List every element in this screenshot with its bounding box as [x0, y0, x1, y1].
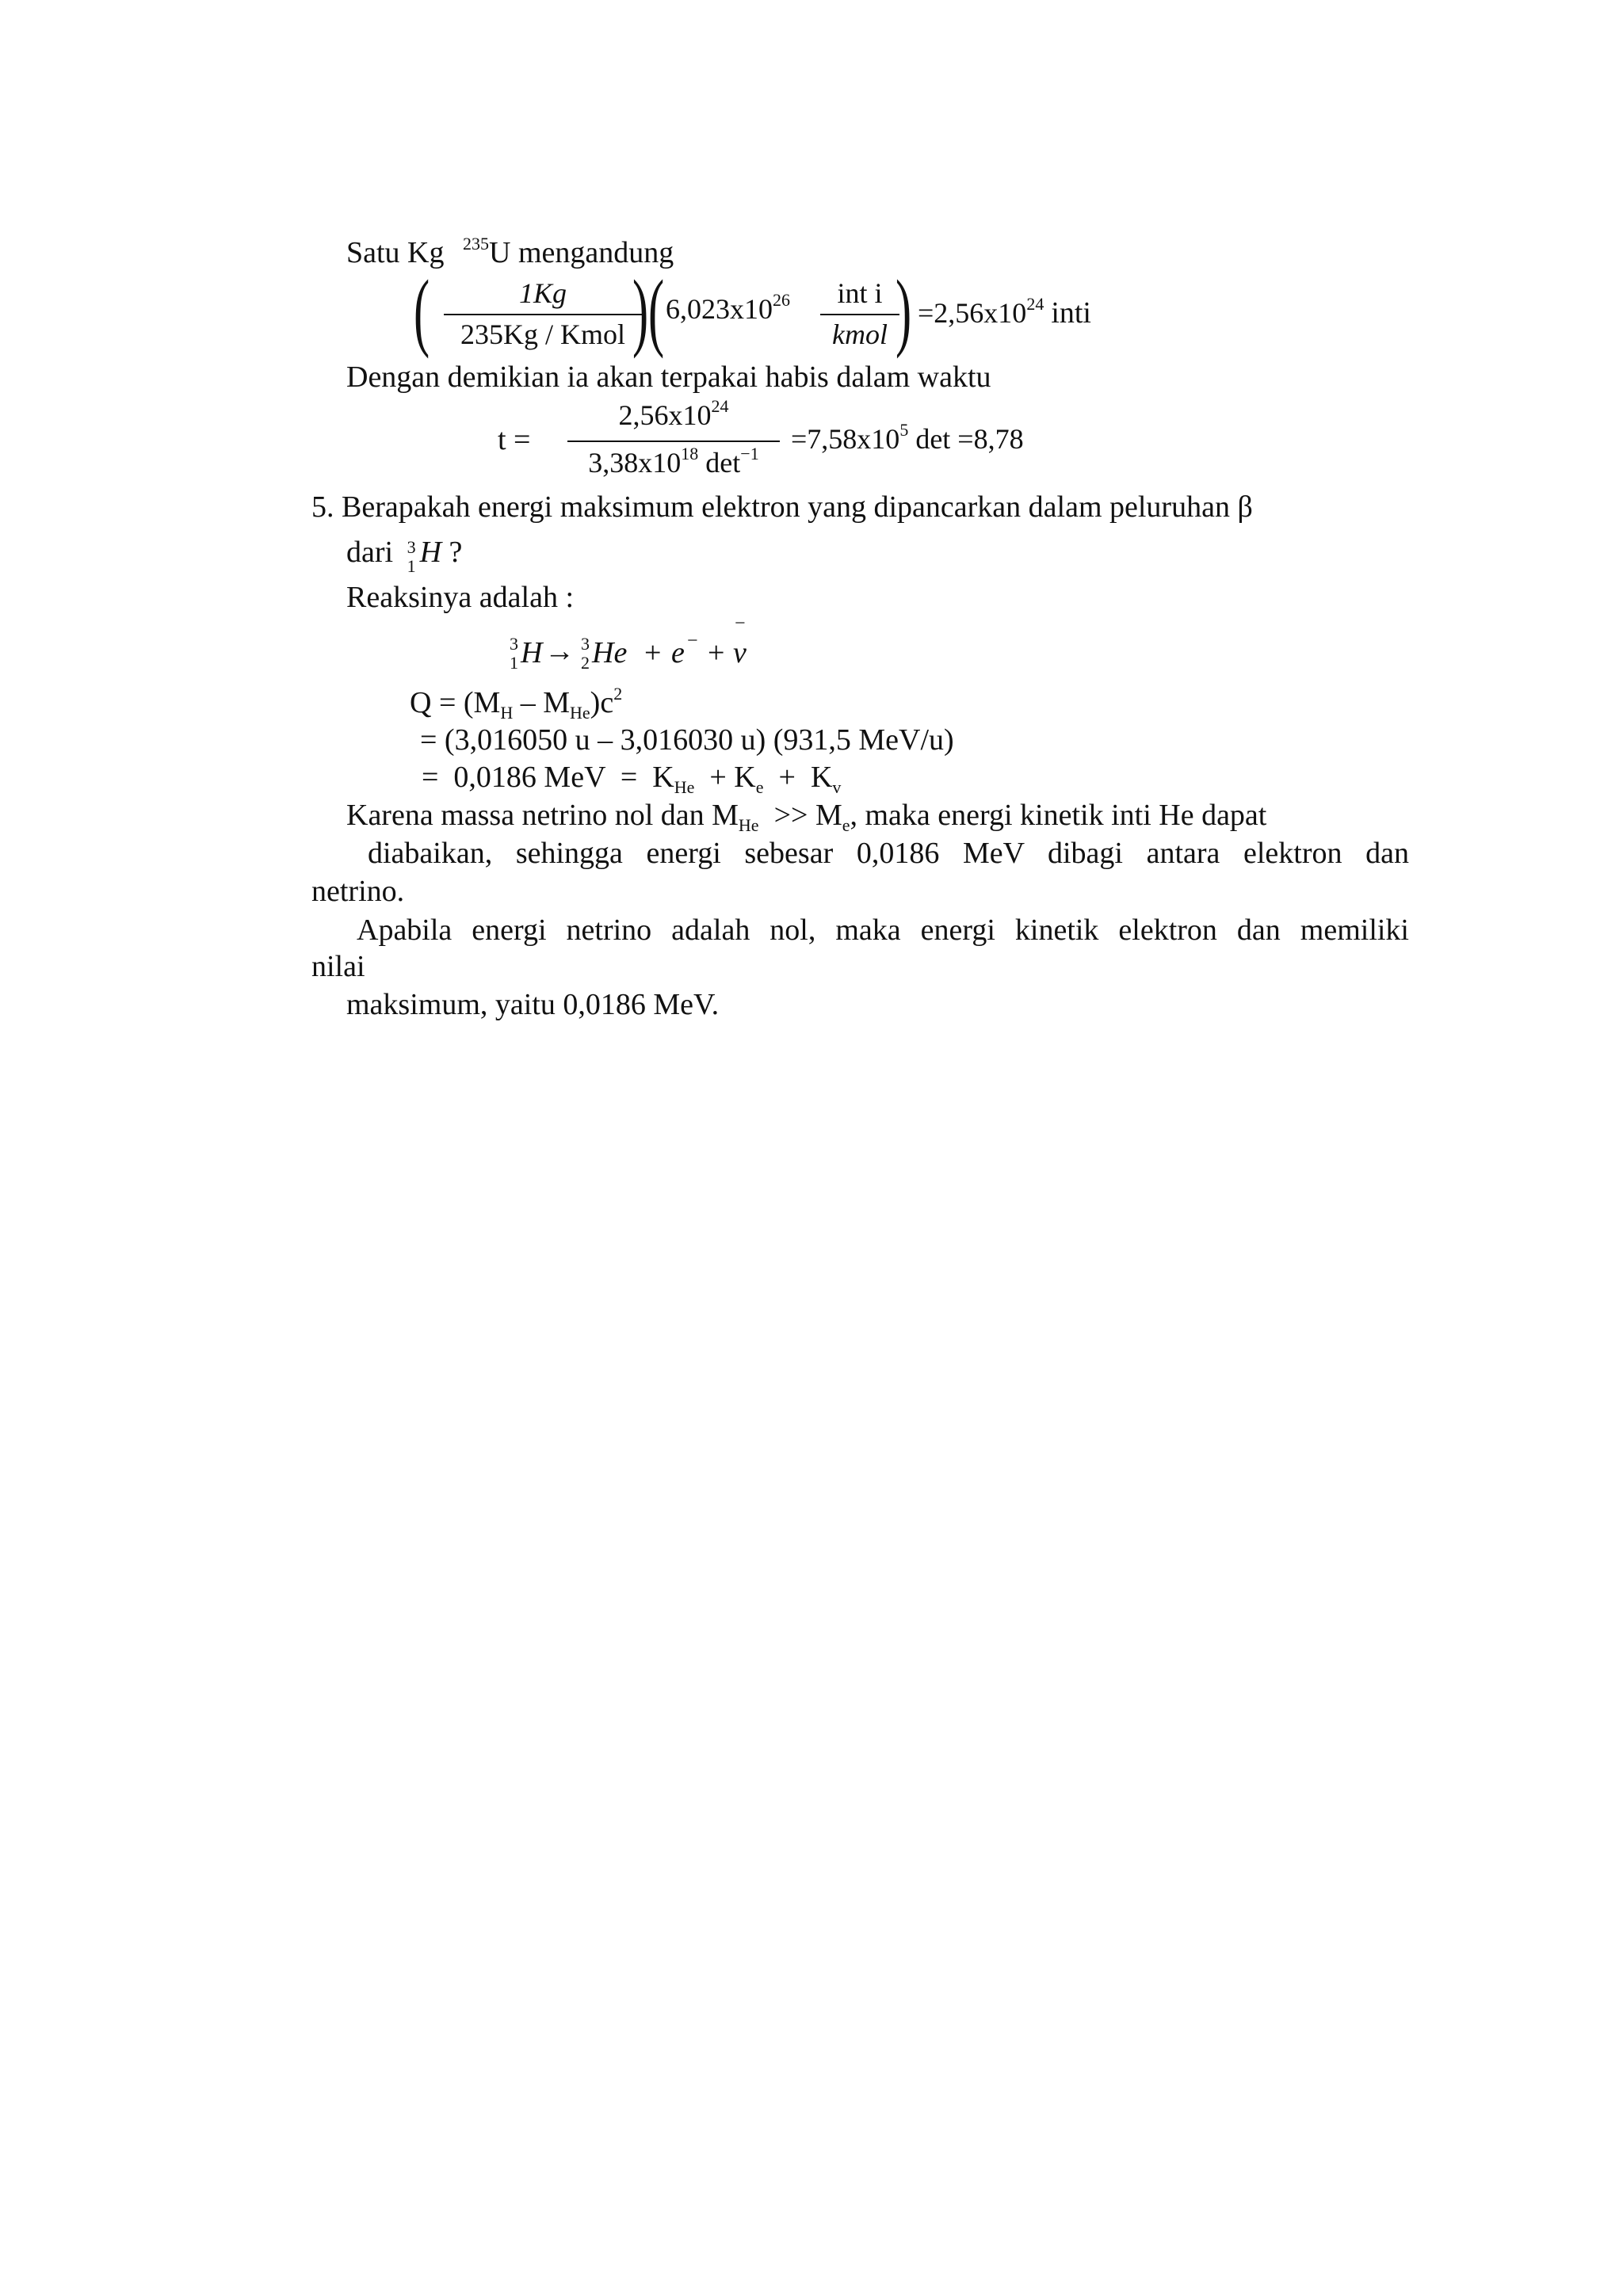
h-atomic: 1: [407, 556, 416, 576]
t-result-exp: 5: [899, 420, 909, 440]
question-5: 5. Berapakah energi maksimum elektron yang dipancarkan dalam peluruhan β: [311, 490, 1253, 524]
eq2-line: = (3,016050 u – 3,016030 u) (931,5 MeV/u): [420, 723, 954, 757]
q-sub-h: H: [500, 703, 514, 723]
q-sup: 2: [613, 684, 623, 704]
t-bar: [567, 441, 780, 442]
karena-text-b: >> M: [758, 799, 842, 832]
dengan-line: Dengan demikian ia akan terpakai habis dalam waktu: [346, 360, 991, 394]
karena-sub-e: e: [842, 815, 850, 835]
q-text-a: Q = (M: [410, 686, 501, 719]
q-line: [410, 685, 622, 725]
q-text-b: – M: [513, 686, 571, 719]
result-unit: inti: [1051, 296, 1091, 330]
intro-text-a: Satu Kg: [346, 236, 445, 269]
t-den-unit-exp: −1: [740, 444, 759, 463]
h-symbol: H: [419, 536, 442, 569]
netrino-line: netrino.: [311, 875, 405, 908]
r-he: He: [592, 636, 628, 669]
t-label: t =: [498, 423, 531, 456]
left-paren-2: (: [648, 262, 665, 359]
intro-line: [346, 235, 674, 275]
eq3-text-a: = 0,0186 MeV = K: [422, 761, 674, 794]
eq3-sub-v: v: [832, 777, 842, 797]
f2-numerator: int i: [837, 277, 883, 309]
left-paren-1: (: [414, 262, 430, 359]
t-den-unit: det: [705, 447, 741, 479]
t-result-a: =7,58x10: [791, 423, 900, 455]
r-arrow: →: [544, 635, 575, 668]
q-sub-he: He: [570, 703, 590, 723]
t-numerator: [571, 396, 777, 435]
r-e-sup: −: [687, 631, 698, 651]
q-mark: ?: [449, 536, 463, 569]
maksimum-line: maksimum, yaitu 0,0186 MeV.: [346, 988, 720, 1021]
f1-denominator: 235Kg / Kmol: [460, 318, 625, 350]
h-mass: 3: [407, 537, 416, 557]
iso-mass: 235: [463, 234, 489, 254]
result: [918, 295, 1091, 335]
t-num-base: 2,56x10: [618, 399, 712, 431]
eq3-text-b: + K: [694, 761, 756, 794]
diabaikan-line: diabaikan, sehingga energi sebesar 0,0186 MeV dibagi antara elektron dan: [368, 837, 1409, 870]
right-paren-1: ): [632, 262, 649, 359]
karena-text-c: , maka energi kinetik inti He dapat: [850, 799, 1267, 832]
t-result: [791, 421, 1024, 461]
f1-bar: [444, 314, 643, 315]
r-nu-bar: −: [735, 613, 746, 634]
r-he-mass: 3: [581, 634, 590, 654]
reaction-equation: [510, 613, 779, 681]
intro-text-b: U mengandung: [489, 236, 674, 269]
karena-line: [346, 797, 1266, 837]
eq3-text-c: + K: [763, 761, 833, 794]
dari-line: [346, 534, 463, 576]
avogadro-base: 6,023x10: [666, 293, 773, 325]
r-plus2: +: [708, 636, 725, 669]
r-h-atomic: 1: [510, 653, 518, 673]
f1-numerator: 1Kg: [518, 277, 567, 309]
eq3-line: [422, 759, 841, 799]
avogadro: [666, 291, 790, 331]
avogadro-exp: 26: [773, 290, 790, 310]
r-nu: v: [733, 636, 747, 669]
right-paren-2: ): [896, 262, 912, 359]
r-he-atomic: 2: [581, 653, 590, 673]
r-plus1: +: [644, 636, 662, 669]
t-den-exp: 18: [681, 444, 699, 463]
reaksi-line: Reaksinya adalah :: [346, 581, 575, 614]
t-result-b: det =8,78: [915, 423, 1024, 455]
dari-text: dari: [346, 536, 394, 569]
f2-denominator: kmol: [832, 318, 888, 350]
result-base: =2,56x10: [918, 297, 1027, 329]
result-exp: 24: [1026, 294, 1044, 314]
r-h-mass: 3: [510, 634, 518, 654]
eq3-sub-he: He: [674, 777, 695, 797]
r-h: H: [521, 636, 543, 669]
f2-bar: [820, 314, 899, 315]
t-denominator: [555, 444, 792, 482]
karena-sub-he: He: [738, 815, 759, 835]
apabila-line: Apabila energi netrino adalah nol, maka energi kinetik elektron dan memiliki: [357, 913, 1409, 947]
r-e: e: [671, 636, 685, 669]
q-text-c: )c: [590, 686, 614, 719]
t-num-exp: 24: [711, 396, 729, 416]
karena-text-a: Karena massa netrino nol dan M: [346, 799, 739, 832]
t-den-base: 3,38x10: [588, 447, 682, 479]
eq3-sub-e: e: [755, 777, 764, 797]
nilai-line: nilai: [311, 950, 365, 983]
